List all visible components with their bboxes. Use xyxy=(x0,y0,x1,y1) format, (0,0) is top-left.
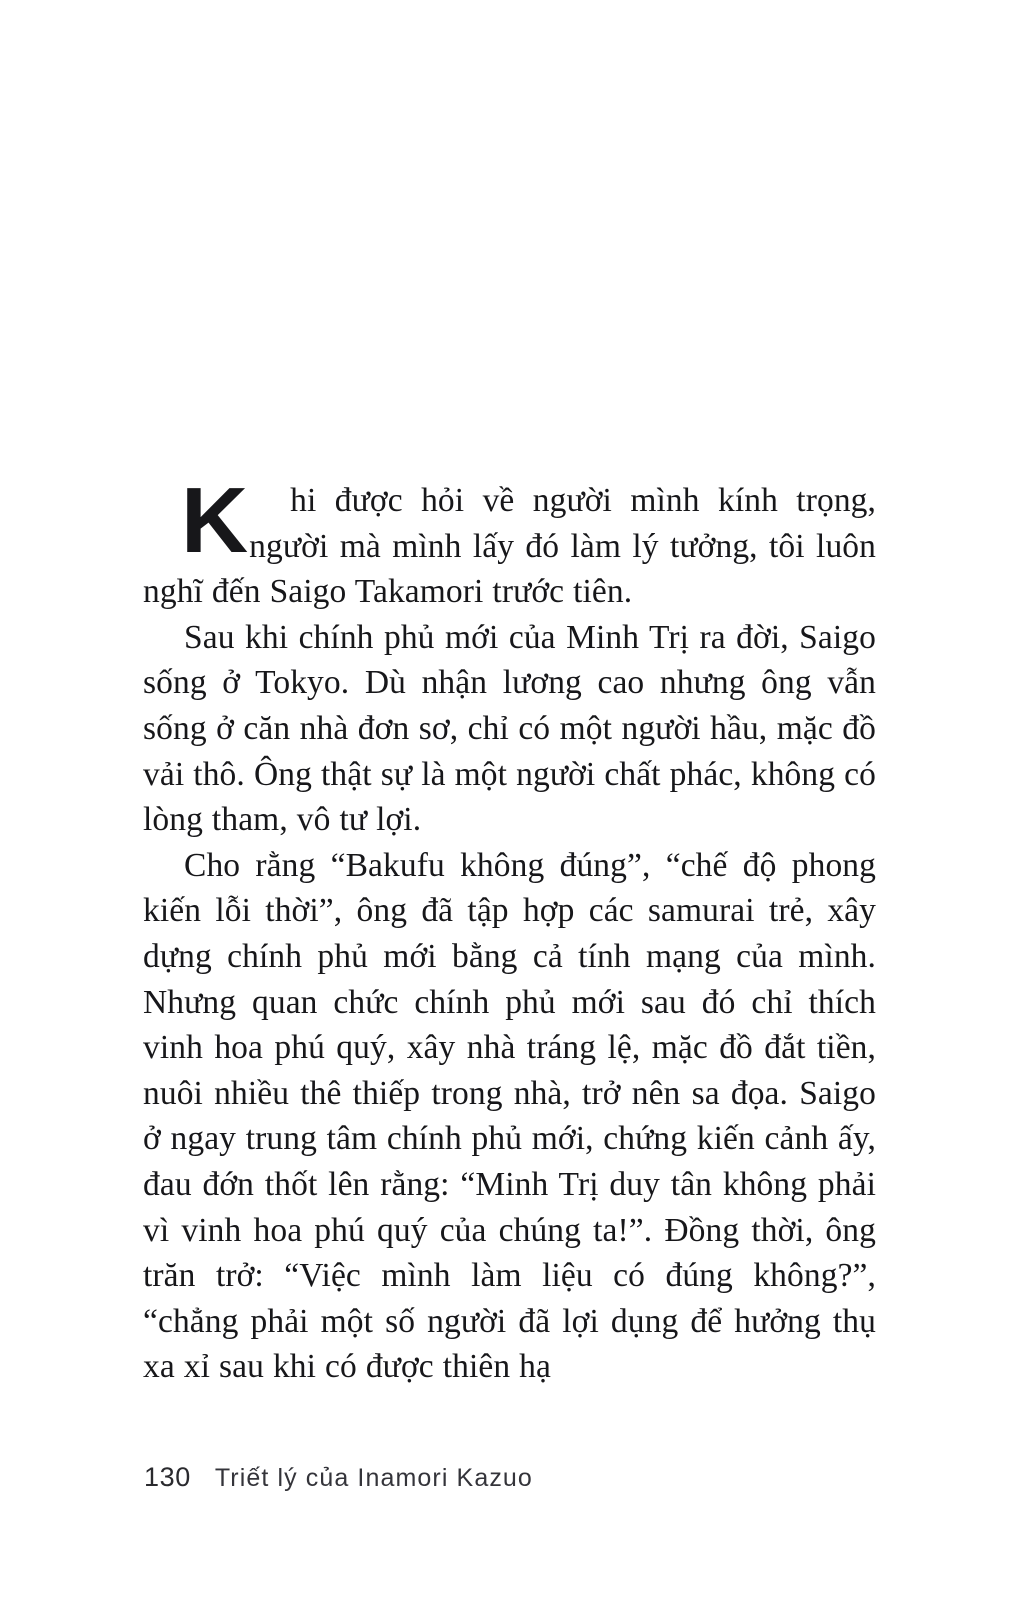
paragraph-1-text: hi được hỏi về người mình kính trọng, người mà mình lấy đó làm lý tưởng, tôi luôn nghĩ đến Saigo Takamori trước tiên. xyxy=(143,482,876,611)
paragraph-1 xyxy=(143,468,876,615)
body-text-column xyxy=(143,468,876,1390)
paragraph-3: Cho rằng “Bakufu không đúng”, “chế độ phong kiến lỗi thời”, ông đã tập hợp các samurai trẻ, xây dựng chính phủ mới bằng cả tính mạng của mình. Nhưng quan chức chính phủ mới sau đó chỉ thích vinh hoa phú quý, xây nhà tráng lệ, mặc đồ đắt tiền, nuôi nhiều thê thiếp trong nhà, trở nên sa đọa. Saigo ở ngay trung tâm chính phủ mới, chứng kiến cảnh ấy, đau đớn thốt lên rằng: “Minh Trị duy tân không phải vì vinh hoa phú quý của chúng ta!”. Đồng thời, ông trăn trở: “Việc mình làm liệu có đúng không?”, “chẳng phải một số người đã lợi dụng để hưởng thụ xa xỉ sau khi có được thiên hạ xyxy=(143,846,876,1386)
page-footer xyxy=(144,1462,533,1493)
footer-book-title: Triết lý của Inamori Kazuo xyxy=(214,1464,533,1492)
footer-page-number: 130 xyxy=(144,1462,191,1492)
drop-cap-letter: K xyxy=(181,468,248,572)
paragraph-2: Sau khi chính phủ mới của Minh Trị ra đời, Saigo sống ở Tokyo. Dù nhận lương cao nhưng ông vẫn sống ở căn nhà đơn sơ, chỉ có một người hầu, mặc đồ vải thô. Ông thật sự là một người chất phác, không có lòng tham, vô tư lợi. xyxy=(143,618,876,839)
